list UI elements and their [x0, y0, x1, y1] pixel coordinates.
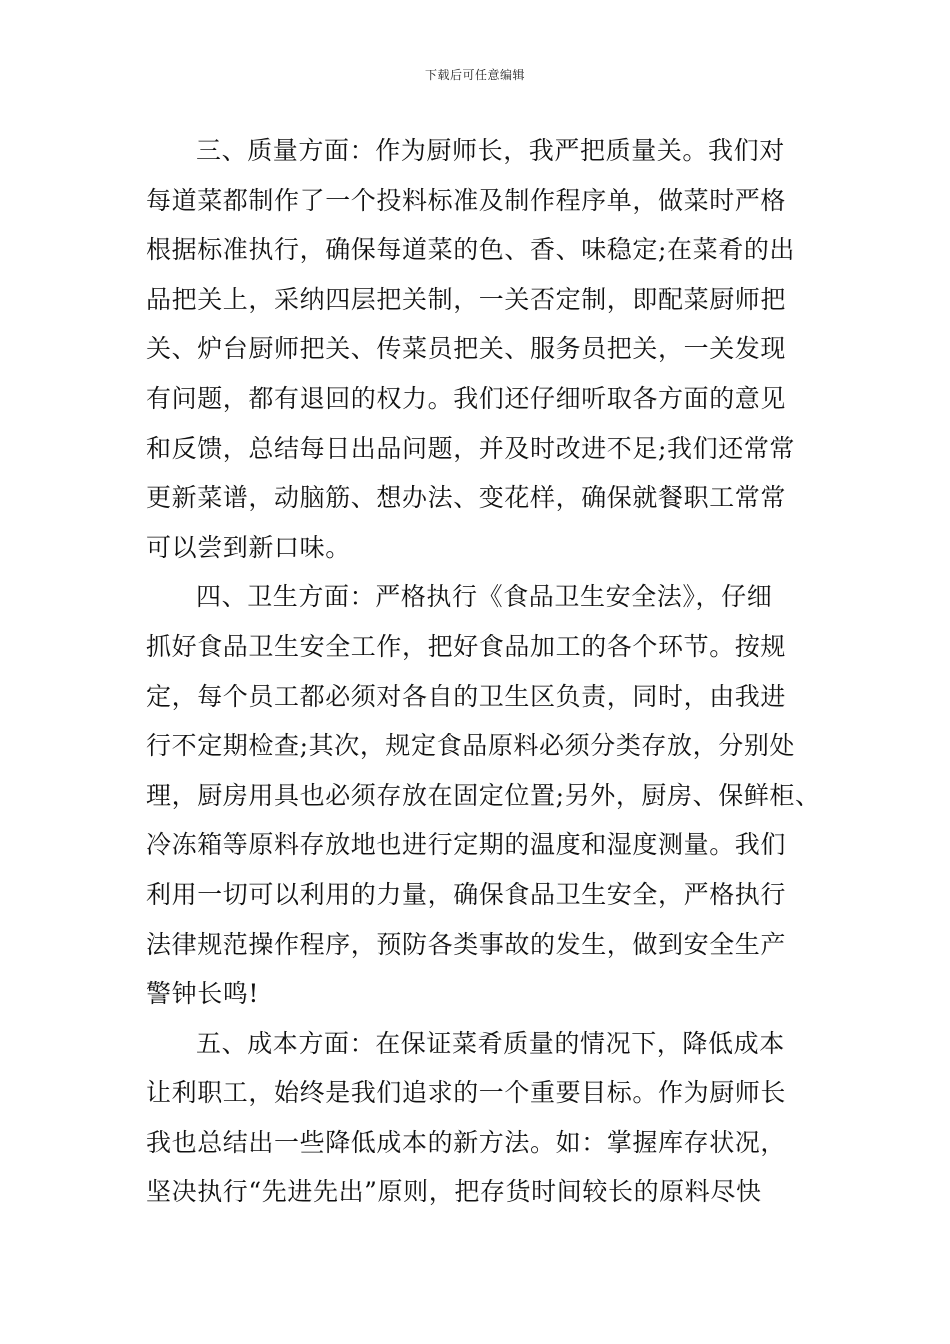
text-line: 可以尝到新口味。 [146, 532, 351, 562]
text-line: 让利职工，始终是我们追求的一个重要目标。作为厨师长 [146, 1078, 787, 1108]
text-line: 有问题，都有退回的权力。我们还仔细听取各方面的意见 [146, 383, 787, 413]
text-line: 四、卫生方面：严格执行《食品卫生安全法》，仔细 [196, 582, 773, 612]
text-line: 警钟长鸣! [146, 979, 260, 1009]
paragraph-quality [146, 126, 816, 572]
text-line: 品把关上，采纳四层把关制，一关否定制，即配菜厨师把 [146, 284, 787, 314]
text-line: 我也总结出一些降低成本的新方法。如：掌握库存状况， [146, 1127, 787, 1157]
paragraph-cost [146, 1019, 816, 1217]
text-line: 每道菜都制作了一个投料标准及制作程序单，做菜时严格 [146, 185, 787, 215]
document-body [146, 126, 821, 1217]
text-line: 抓好食品卫生安全工作，把好食品加工的各个环节。按规 [146, 631, 787, 661]
text-line: 根据标准执行，确保每道菜的色、香、味稳定;在菜肴的出 [146, 235, 796, 265]
text-line: 定，每个员工都必须对各自的卫生区负责，同时，由我进 [146, 681, 787, 711]
text-line: 坚决执行“先进先出”原则，把存货时间较长的原料尽快 [146, 1177, 762, 1207]
page-header: 下载后可任意编辑 [424, 68, 525, 82]
text-line: 更新菜谱，动脑筋、想办法、变花样，确保就餐职工常常 [146, 483, 787, 513]
paragraph-hygiene [146, 572, 821, 1018]
text-line: 法律规范操作程序，预防各类事故的发生，做到安全生产 [146, 929, 787, 959]
text-line: 关、炉台厨师把关、传菜员把关、服务员把关，一关发现 [146, 334, 787, 364]
text-line: 三、质量方面：作为厨师长，我严把质量关。我们对 [196, 136, 785, 165]
text-line: 冷冻箱等原料存放地也进行定期的温度和湿度测量。我们 [146, 830, 787, 860]
text-line: 五、成本方面：在保证菜肴质量的情况下，降低成本 [196, 1028, 785, 1058]
text-line: 利用一切可以利用的力量，确保食品卫生安全，严格执行 [146, 879, 787, 909]
text-line: 理，厨房用具也必须存放在固定位置;另外，厨房、保鲜柜、 [146, 780, 821, 810]
text-line: 行不定期检查;其次，规定食品原料必须分类存放，分别处 [146, 731, 796, 761]
text-line: 和反馈，总结每日出品问题，并及时改进不足;我们还常常 [146, 433, 796, 463]
